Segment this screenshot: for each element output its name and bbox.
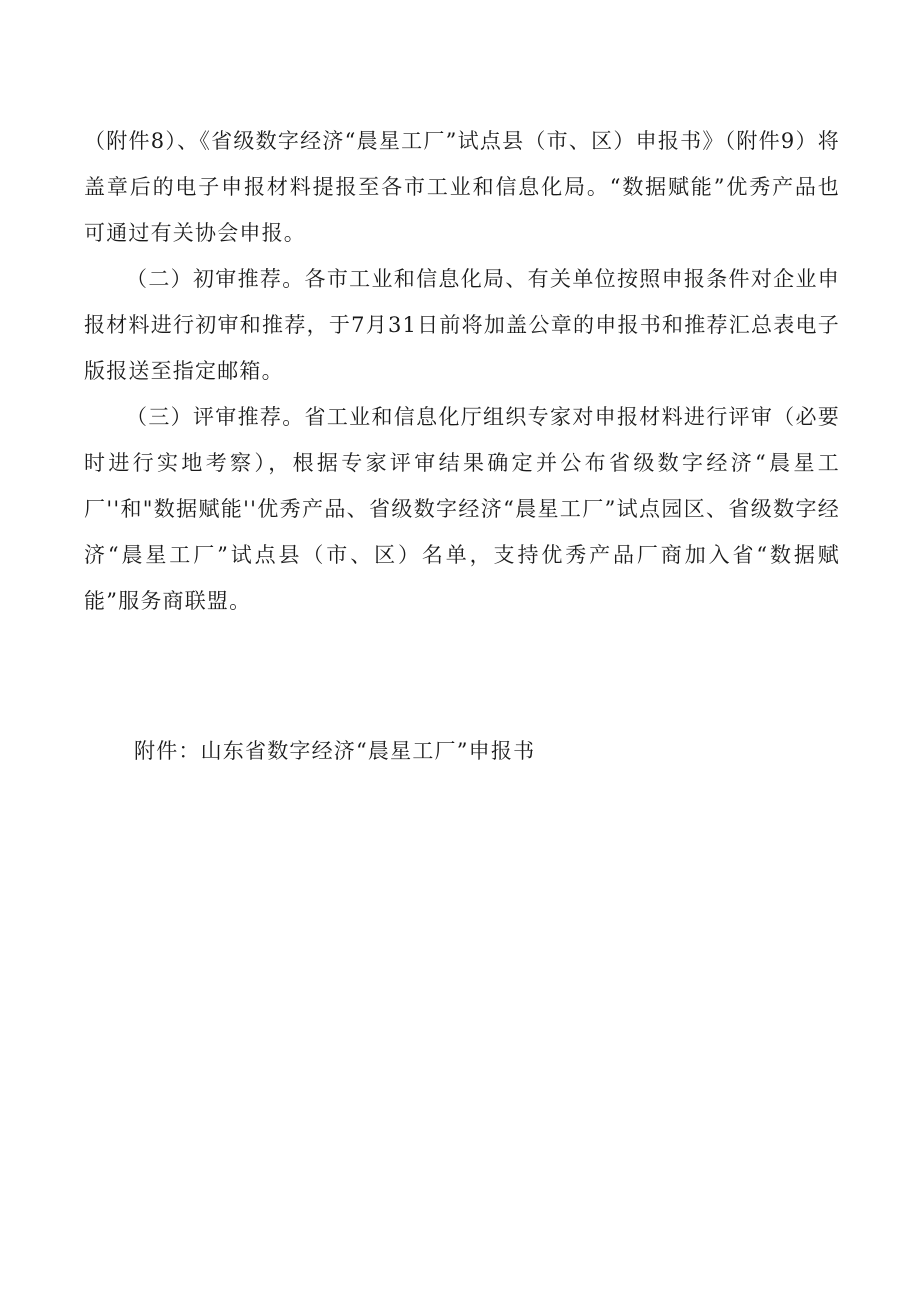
paragraph-expert-review: （三）评审推荐。省工业和信息化厅组织专家对申报材料进行评审（必要时进行实地考察），根据专家评审结果确定并公布省级数字经济“晨星工厂''和"数据赋能''优秀产品、省级数字经济“晨星工厂”试点园区、省级数字经济“晨星工厂”试点县（市、区）名单，支持优秀产品厂商加入省“数据赋能”服务商联盟。 (84, 405, 840, 613)
paragraph-continuation: （附件8）、《省级数字经济“晨星工厂”试点县（市、区）申报书》（附件9）将盖章后的电子申报材料提报至各市工业和信息化局。“数据赋能”优秀产品也可通过有关协会申报。 (84, 129, 840, 245)
document-body (84, 118, 840, 624)
attachment-line: 附件：山东省数字经济“晨星工厂”申报书 (134, 739, 536, 763)
paragraph-initial-review: （二）初审推荐。各市工业和信息化局、有关单位按照申报条件对企业申报材料进行初审和推荐，于7月31日前将加盖公章的申报书和推荐汇总表电子版报送至指定邮箱。 (84, 267, 840, 383)
